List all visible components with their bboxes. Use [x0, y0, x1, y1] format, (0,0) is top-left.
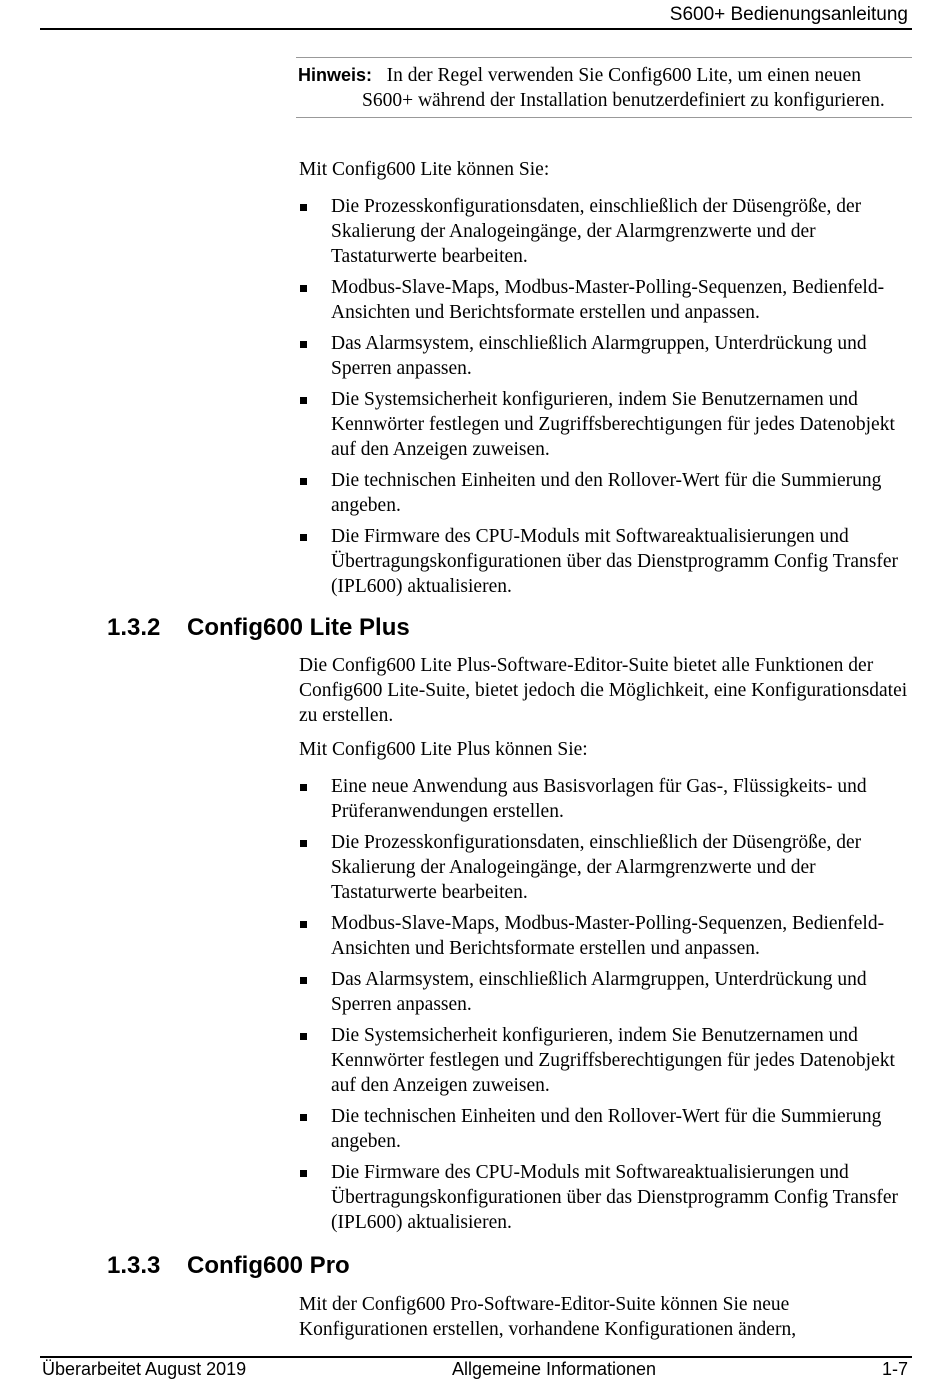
list-item: Die technischen Einheiten und den Rollover-Wert für die Summierung angeben.	[299, 468, 911, 518]
list-item: Modbus-Slave-Maps, Modbus-Master-Polling-Sequenzen, Bedienfeld-Ansichten und Berichtsformate erstellen und anpassen.	[299, 911, 911, 961]
pro-section	[299, 1292, 911, 1342]
bullet-icon	[300, 921, 307, 928]
document-title: S600+ Bedienungsanleitung	[669, 4, 908, 25]
pro-description: Mit der Config600 Pro-Software-Editor-Suite können Sie neue Konfigurationen erstellen, vorhandene Konfigurationen ändern,	[299, 1294, 797, 1340]
list-item: Das Alarmsystem, einschließlich Alarmgruppen, Unterdrückung und Sperren anpassen.	[299, 331, 911, 381]
section-title: Config600 Lite Plus	[187, 614, 410, 641]
lite-section	[299, 157, 911, 605]
lite-intro: Mit Config600 Lite können Sie:	[299, 159, 550, 180]
bullet-icon	[300, 341, 307, 348]
list-item: Die Firmware des CPU-Moduls mit Softwareaktualisierungen und Übertragungskonfigurationen über das Dienstprogramm Config Transfer (IPL600) aktualisieren.	[299, 524, 911, 599]
bullet-icon	[300, 285, 307, 292]
note-box	[296, 57, 912, 118]
section-heading-pro	[107, 1252, 350, 1280]
list-item: Die Firmware des CPU-Moduls mit Softwareaktualisierungen und Übertragungskonfigurationen über das Dienstprogramm Config Transfer (IPL600) aktualisieren.	[299, 1160, 911, 1235]
bullet-icon	[300, 784, 307, 791]
bullet-icon	[300, 534, 307, 541]
lite-plus-section	[299, 653, 911, 1241]
header-rule	[40, 28, 912, 30]
page-number: 1-7	[881, 1359, 908, 1379]
note-paragraph: Hinweis: In der Regel verwenden Sie Config600 Lite, um einen neuen S600+ während der Installation benutzerdefiniert zu konfigurieren.	[298, 65, 885, 111]
footer-rule	[40, 1356, 912, 1358]
list-item: Modbus-Slave-Maps, Modbus-Master-Polling-Sequenzen, Bedienfeld-Ansichten und Berichtsformate erstellen und anpassen.	[299, 275, 911, 325]
bullet-icon	[300, 840, 307, 847]
bullet-icon	[300, 397, 307, 404]
lite-list	[299, 194, 911, 599]
page-footer	[0, 1356, 950, 1386]
lite-plus-list	[299, 774, 911, 1235]
bullet-icon	[300, 1033, 307, 1040]
list-item: Die Systemsicherheit konfigurieren, indem Sie Benutzernamen und Kennwörter festlegen und Zugriffsberechtigungen für jedes Datenobjekt auf den Anzeigen zuweisen.	[299, 1023, 911, 1098]
bullet-icon	[300, 977, 307, 984]
lite-plus-intro: Mit Config600 Lite Plus können Sie:	[299, 739, 588, 760]
note-label: Hinweis	[298, 65, 367, 85]
section-number: 1.3.2	[107, 614, 161, 641]
section-title: Config600 Pro	[187, 1252, 350, 1279]
list-item: Die technischen Einheiten und den Rollover-Wert für die Summierung angeben.	[299, 1104, 911, 1154]
page-header	[0, 0, 950, 30]
bullet-icon	[300, 204, 307, 211]
revision-date: Überarbeitet August 2019	[42, 1359, 247, 1379]
list-item: Die Prozesskonfigurationsdaten, einschließlich der Düsengröße, der Skalierung der Analogeingänge, der Alarmgrenzwerte und der Tastaturwerte bearbeiten.	[299, 194, 911, 269]
bullet-icon	[300, 478, 307, 485]
list-item: Die Prozesskonfigurationsdaten, einschließlich der Düsengröße, der Skalierung der Analogeingänge, der Alarmgrenzwerte und der Tastaturwerte bearbeiten.	[299, 830, 911, 905]
chapter-name: Allgemeine Informationen	[451, 1359, 657, 1379]
list-item: Eine neue Anwendung aus Basisvorlagen für Gas-, Flüssigkeits- und Prüferanwendungen erstellen.	[299, 774, 911, 824]
section-heading-lite-plus	[107, 614, 410, 642]
bullet-icon	[300, 1114, 307, 1121]
list-item: Das Alarmsystem, einschließlich Alarmgruppen, Unterdrückung und Sperren anpassen.	[299, 967, 911, 1017]
lite-plus-description: Die Config600 Lite Plus-Software-Editor-Suite bietet alle Funktionen der Config600 Lite-Suite, bietet jedoch die Möglichkeit, eine Konfigurationsdatei zu erstellen.	[299, 655, 908, 726]
note-text: In der Regel verwenden Sie Config600 Lite, um einen neuen S600+ während der Installation benutzerdefiniert zu konfigurieren.	[362, 65, 885, 111]
section-number: 1.3.3	[107, 1252, 161, 1279]
list-item: Die Systemsicherheit konfigurieren, indem Sie Benutzernamen und Kennwörter festlegen und Zugriffsberechtigungen für jedes Datenobjekt auf den Anzeigen zuweisen.	[299, 387, 911, 462]
bullet-icon	[300, 1170, 307, 1177]
